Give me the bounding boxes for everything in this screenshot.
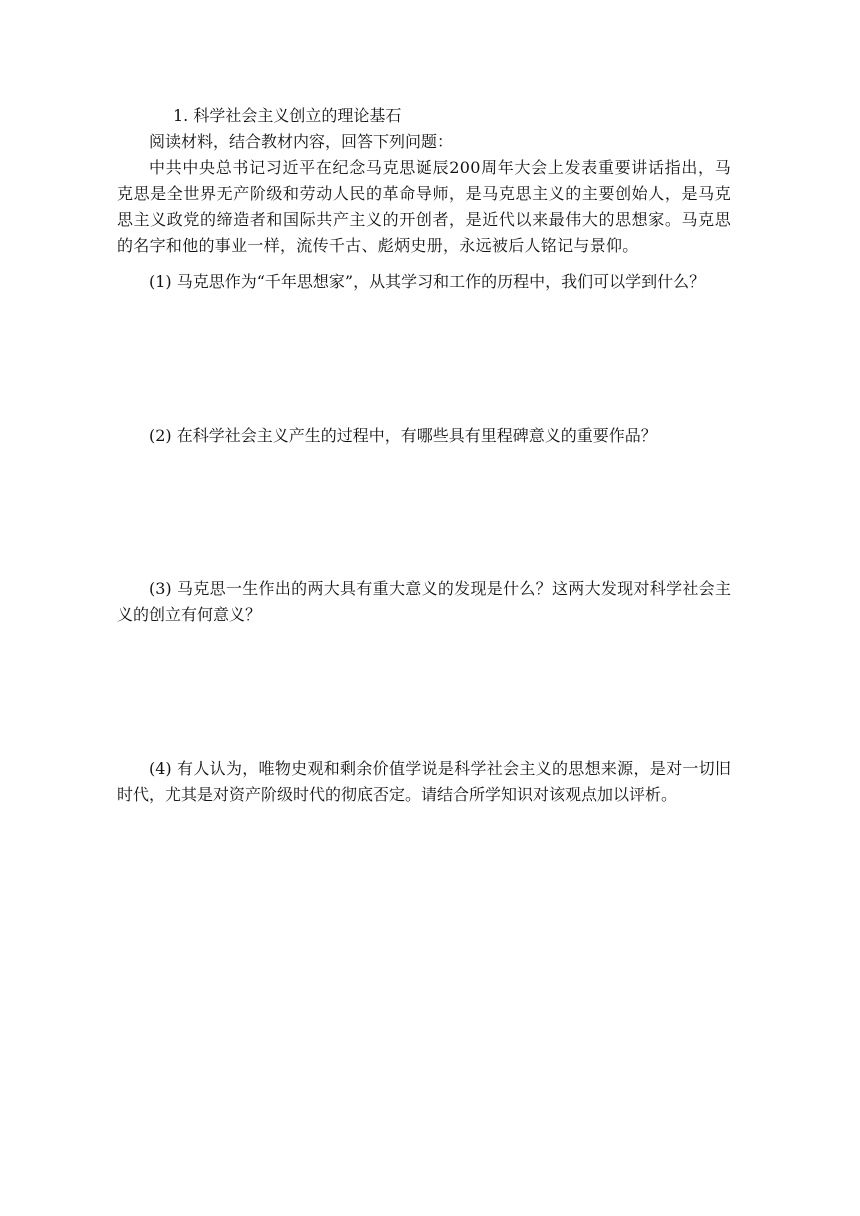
document-content [117,103,731,808]
question-1: (1) 马克思作为“千年思想家”，从其学习和工作的历程中，我们可以学到什么？ [149,272,706,291]
reading-material: 中共中央总书记习近平在纪念马克思诞辰200周年大会上发表重要讲话指出，马克思是全世界无产阶级和劳动人民的革命导师，是马克思主义的主要创始人，是马克思主义政党的缔造者和国际共产主义的开创者，是近代以来最伟大的思想家。马克思的名字和他的事业一样，流传千古、彪炳史册，永远被后人铭记与景仰。 [117,158,731,255]
section-heading: 1. 科学社会主义创立的理论基石 [173,106,402,125]
question-4: (4) 有人认为，唯物史观和剩余价值学说是科学社会主义的思想来源，是对一切旧时代，尤其是对资产阶级时代的彻底否定。请结合所学知识对该观点加以评析。 [117,759,731,804]
question-2: (2) 在科学社会主义产生的过程中，有哪些具有里程碑意义的重要作品？ [149,426,657,445]
reading-instruction: 阅读材料，结合教材内容，回答下列问题： [149,132,454,151]
question-3: (3) 马克思一生作出的两大具有重大意义的发现是什么？这两大发现对科学社会主义的创立有何意义？ [117,579,731,624]
